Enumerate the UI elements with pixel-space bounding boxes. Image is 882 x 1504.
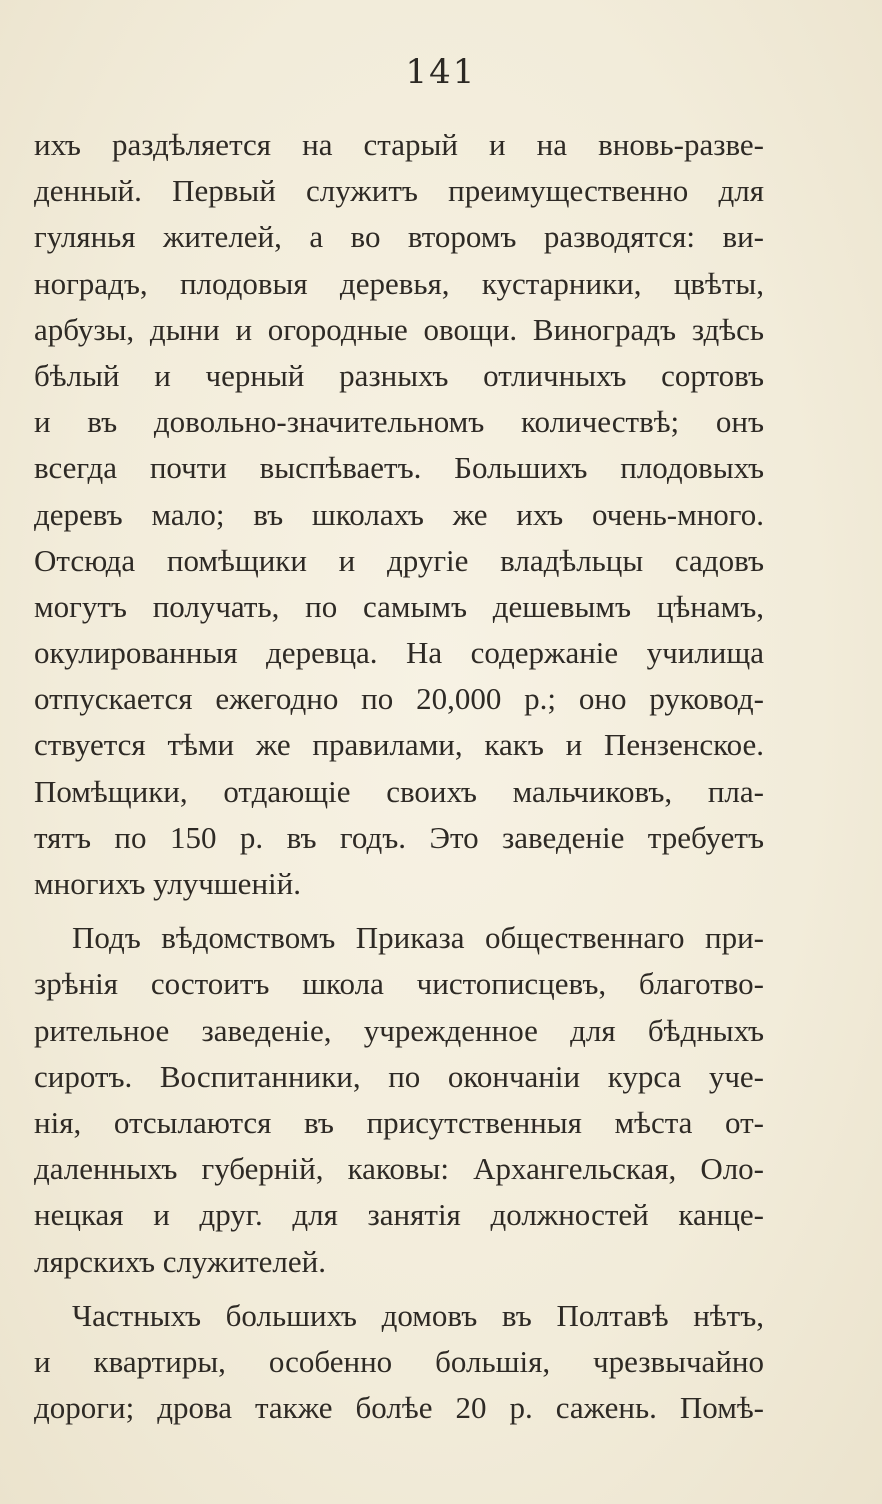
paragraph-gap bbox=[34, 1285, 764, 1293]
paragraph-gap bbox=[34, 907, 764, 915]
text-line: сиротъ. Воспитанники, по окончаніи курса уче- bbox=[34, 1058, 764, 1094]
text-line: дороги; дрова также болѣе 20 р. сажень. Помѣ- bbox=[34, 1390, 764, 1426]
text-line: тятъ по 150 р. въ годъ. Это заведеніе требуетъ bbox=[34, 819, 764, 855]
text-line: зрѣнія состоитъ школа чистописцевъ, благотво- bbox=[34, 966, 764, 1002]
text-line: и въ довольно-значительномъ количествѣ; онъ bbox=[34, 404, 764, 440]
text-line: Отсюда помѣщики и другіе владѣльцы садовъ bbox=[34, 542, 764, 578]
text-line: рительное заведеніе, учрежденное для бѣдныхъ bbox=[34, 1012, 764, 1048]
text-line: Подъ вѣдомствомъ Приказа общественнаго при- bbox=[72, 920, 764, 956]
text-line: гулянья жителей, а во второмъ разводятся: ви- bbox=[34, 219, 764, 255]
text-line: ствуется тѣми же правилами, какъ и Пензенское. bbox=[34, 727, 764, 763]
text-line: нецкая и друг. для занятія должностей канце- bbox=[34, 1197, 764, 1233]
text-line: деревъ мало; въ школахъ же ихъ очень-много. bbox=[34, 496, 764, 532]
text-line: могутъ получать, по самымъ дешевымъ цѣнамъ, bbox=[34, 588, 764, 624]
text-line: даленныхъ губерній, каковы: Архангельская, Оло- bbox=[34, 1151, 764, 1187]
text-line: многихъ улучшеній. bbox=[34, 866, 301, 901]
text-line: всегда почти выспѣваетъ. Большихъ плодовыхъ bbox=[34, 450, 764, 486]
body-text bbox=[34, 122, 764, 1431]
text-line: нія, отсылаются въ присутственныя мѣста от- bbox=[34, 1104, 764, 1140]
text-line: ноградъ, плодовыя деревья, кустарники, цвѣты, bbox=[34, 265, 764, 301]
text-line: окулированныя деревца. На содержаніе училища bbox=[34, 635, 764, 671]
text-line: Помѣщики, отдающіе своихъ мальчиковъ, пла- bbox=[34, 773, 764, 809]
text-line: бѣлый и черный разныхъ отличныхъ сортовъ bbox=[34, 357, 764, 393]
text-line: Частныхъ большихъ домовъ въ Полтавѣ нѣтъ, bbox=[72, 1297, 764, 1333]
text-line: ихъ раздѣляется на старый и на вновь-разве- bbox=[34, 127, 764, 162]
text-line: отпускается ежегодно по 20,000 р.; оно руковод- bbox=[34, 681, 764, 717]
text-line: денный. Первый служитъ преимущественно для bbox=[34, 173, 764, 209]
text-line: лярскихъ служителей. bbox=[34, 1243, 326, 1279]
text-line: и квартиры, особенно большія, чрезвычайно bbox=[34, 1343, 764, 1379]
page-number: 141 bbox=[405, 52, 477, 92]
text-line: арбузы, дыни и огородные овощи. Виноградъ здѣсь bbox=[34, 311, 764, 347]
